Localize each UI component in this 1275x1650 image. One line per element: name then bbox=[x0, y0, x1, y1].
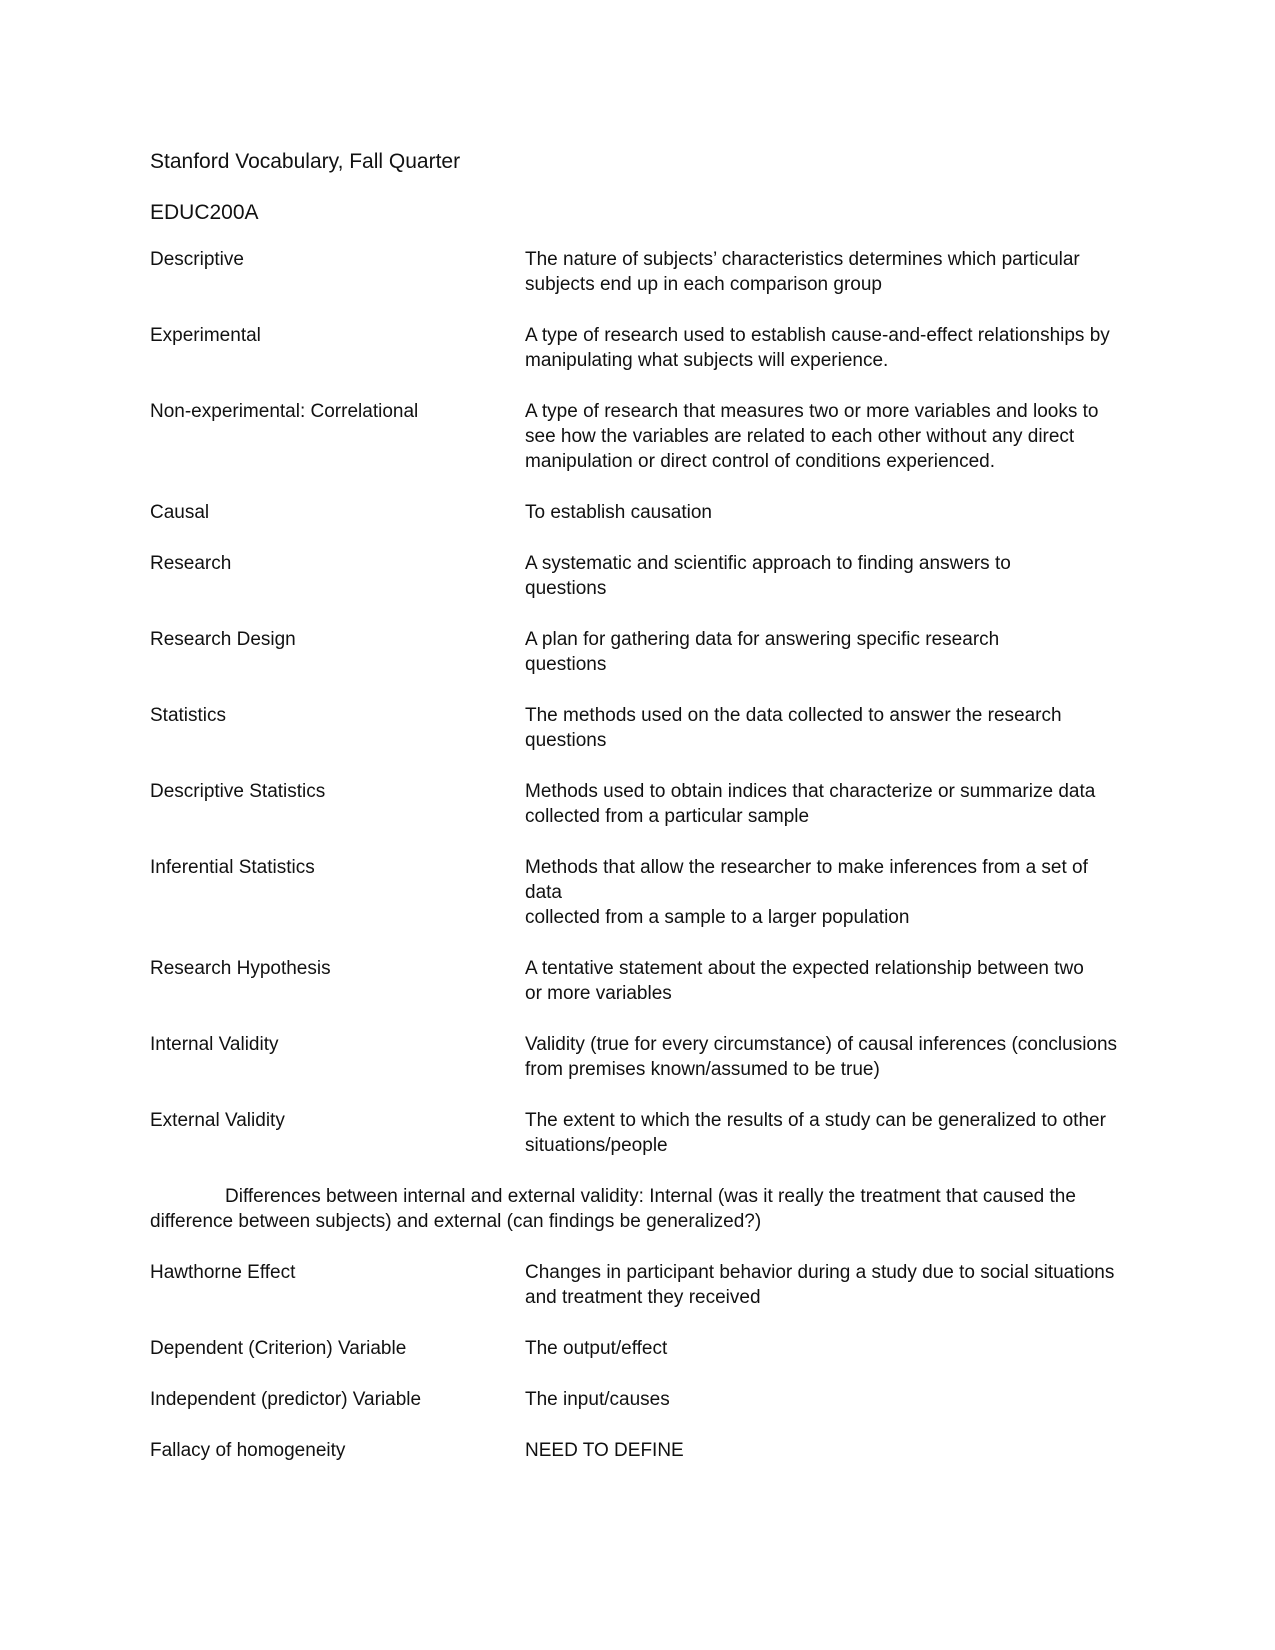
vocabulary-entry bbox=[150, 779, 1130, 829]
vocabulary-term: Independent (predictor) Variable bbox=[150, 1389, 422, 1410]
vocabulary-definition bbox=[525, 247, 1130, 297]
definition-line: collected from a particular sample bbox=[525, 806, 810, 827]
vocabulary-entry bbox=[150, 956, 1130, 1006]
definition-line: The nature of subjects’ characteristics determines which particular bbox=[525, 249, 1080, 270]
definition-line: To establish causation bbox=[525, 502, 712, 523]
vocabulary-definition bbox=[525, 703, 1130, 753]
course-code: EDUC200A bbox=[150, 201, 259, 224]
definition-line: Methods used to obtain indices that characterize or summarize data bbox=[525, 781, 1096, 802]
vocabulary-term: Research Hypothesis bbox=[150, 958, 331, 979]
vocabulary-entry bbox=[150, 1336, 1130, 1361]
definition-line: see how the variables are related to each other without any direct bbox=[525, 426, 1075, 447]
definition-line: questions bbox=[525, 578, 607, 599]
vocabulary-definition bbox=[525, 1260, 1130, 1310]
definition-line: Validity (true for every circumstance) of causal inferences (conclusions bbox=[525, 1034, 1118, 1055]
vocabulary-entry bbox=[150, 323, 1130, 373]
vocabulary-entry bbox=[150, 855, 1130, 930]
vocabulary-term: Research Design bbox=[150, 629, 296, 650]
vocabulary-entry bbox=[150, 1032, 1130, 1082]
document-body bbox=[150, 148, 1130, 1489]
vocabulary-entry bbox=[150, 1108, 1130, 1158]
vocabulary-term: Fallacy of homogeneity bbox=[150, 1440, 346, 1461]
definition-line: from premises known/assumed to be true) bbox=[525, 1059, 880, 1080]
vocabulary-term: Hawthorne Effect bbox=[150, 1262, 296, 1283]
vocabulary-term: Causal bbox=[150, 502, 210, 523]
vocabulary-definition bbox=[525, 1336, 1130, 1361]
definition-line: A tentative statement about the expected relationship between two bbox=[525, 958, 1084, 979]
vocabulary-term: Dependent (Criterion) Variable bbox=[150, 1338, 407, 1359]
vocabulary-term: Inferential Statistics bbox=[150, 857, 315, 878]
vocabulary-definition bbox=[525, 551, 1130, 601]
vocabulary-entry bbox=[150, 1260, 1130, 1310]
definition-line: A type of research used to establish cause-and-effect relationships by bbox=[525, 325, 1110, 346]
vocabulary-term: Experimental bbox=[150, 325, 261, 346]
definition-line: situations/people bbox=[525, 1135, 668, 1156]
vocabulary-definition bbox=[525, 1032, 1130, 1082]
vocabulary-list-bottom bbox=[150, 1260, 1130, 1463]
vocabulary-definition bbox=[525, 399, 1130, 474]
vocabulary-entry bbox=[150, 247, 1130, 297]
vocabulary-term: Statistics bbox=[150, 705, 227, 726]
vocabulary-list-top bbox=[150, 247, 1130, 1158]
vocabulary-definition bbox=[525, 1108, 1130, 1158]
vocabulary-definition bbox=[525, 500, 1130, 525]
definition-line: A systematic and scientific approach to finding answers to bbox=[525, 553, 1011, 574]
vocabulary-definition bbox=[525, 779, 1130, 829]
definition-line: questions bbox=[525, 730, 607, 751]
vocabulary-entry bbox=[150, 500, 1130, 525]
definition-line: or more variables bbox=[525, 983, 672, 1004]
validity-note: Differences between internal and external validity: Internal (was it really the treatment that caused the difference between subjects) and external (can findings be generalized?) bbox=[150, 1186, 1076, 1232]
definition-line: The methods used on the data collected to answer the research bbox=[525, 705, 1062, 726]
vocabulary-entry bbox=[150, 627, 1130, 677]
vocabulary-term: Non-experimental: Correlational bbox=[150, 401, 419, 422]
vocabulary-definition bbox=[525, 855, 1130, 930]
vocabulary-term: Descriptive bbox=[150, 249, 244, 270]
definition-line: NEED TO DEFINE bbox=[525, 1440, 684, 1461]
vocabulary-definition bbox=[525, 956, 1130, 1006]
definition-line: The output/effect bbox=[525, 1338, 668, 1359]
definition-line: subjects end up in each comparison group bbox=[525, 274, 883, 295]
definition-line: A plan for gathering data for answering specific research bbox=[525, 629, 1000, 650]
vocabulary-entry bbox=[150, 551, 1130, 601]
definition-line: The extent to which the results of a study can be generalized to other bbox=[525, 1110, 1106, 1131]
definition-line: collected from a sample to a larger population bbox=[525, 907, 910, 928]
vocabulary-definition bbox=[525, 1387, 1130, 1412]
definition-line: The input/causes bbox=[525, 1389, 670, 1410]
vocabulary-definition bbox=[525, 1438, 1130, 1463]
definition-line: data bbox=[525, 882, 562, 903]
vocabulary-definition bbox=[525, 627, 1130, 677]
definition-line: and treatment they received bbox=[525, 1287, 761, 1308]
vocabulary-term: Internal Validity bbox=[150, 1034, 279, 1055]
definition-line: manipulation or direct control of conditions experienced. bbox=[525, 451, 995, 472]
vocabulary-definition bbox=[525, 323, 1130, 373]
vocabulary-term: Descriptive Statistics bbox=[150, 781, 326, 802]
vocabulary-entry bbox=[150, 703, 1130, 753]
definition-line: A type of research that measures two or more variables and looks to bbox=[525, 401, 1099, 422]
vocabulary-term: External Validity bbox=[150, 1110, 285, 1131]
vocabulary-entry bbox=[150, 1387, 1130, 1412]
definition-line: manipulating what subjects will experience. bbox=[525, 350, 889, 371]
vocabulary-entry bbox=[150, 1438, 1130, 1463]
definition-line: questions bbox=[525, 654, 607, 675]
definition-line: Changes in participant behavior during a study due to social situations bbox=[525, 1262, 1115, 1283]
vocabulary-entry bbox=[150, 399, 1130, 474]
vocabulary-term: Research bbox=[150, 553, 232, 574]
definition-line: Methods that allow the researcher to make inferences from a set of bbox=[525, 857, 1088, 878]
document-title: Stanford Vocabulary, Fall Quarter bbox=[150, 150, 461, 173]
